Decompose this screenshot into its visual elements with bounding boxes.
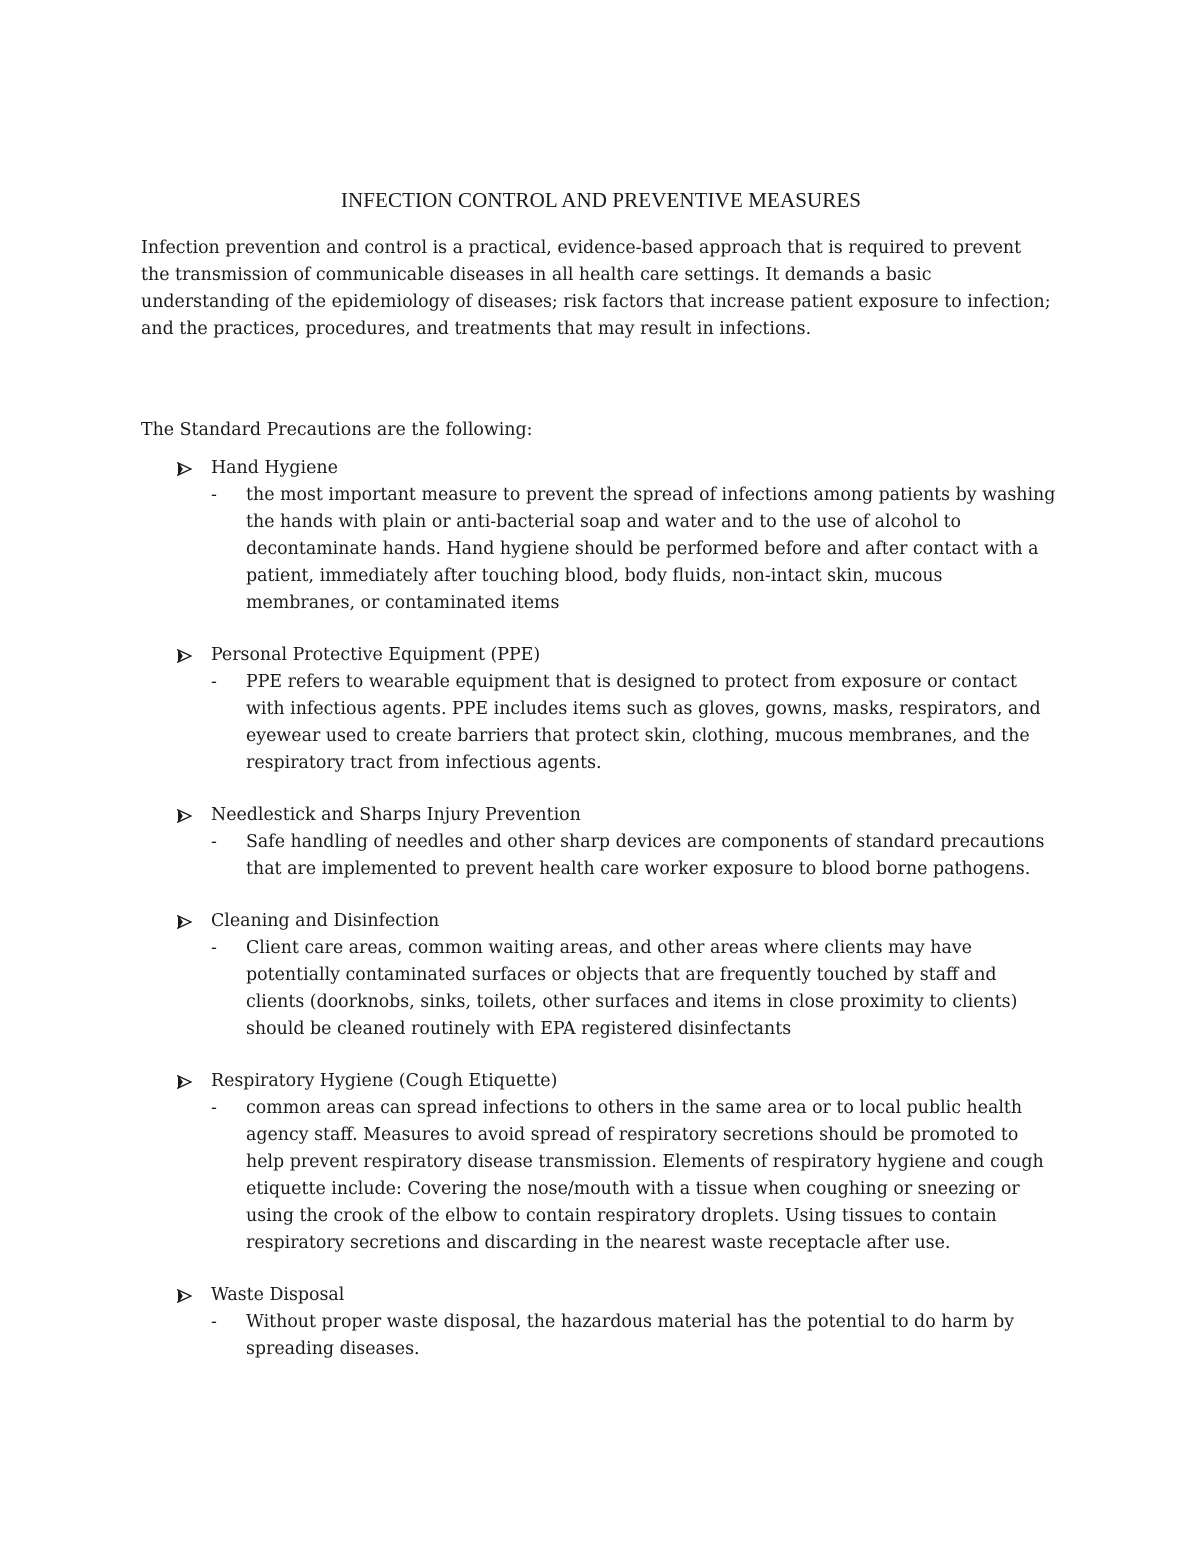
list-item xyxy=(141,455,1061,617)
item-heading: Respiratory Hygiene (Cough Etiquette) xyxy=(211,1071,558,1091)
arrow-bullet-icon xyxy=(177,1072,211,1086)
list-item xyxy=(141,1068,1061,1257)
arrow-bullet-icon xyxy=(177,806,211,820)
list-item xyxy=(141,908,1061,1043)
item-heading: Waste Disposal xyxy=(211,1285,345,1305)
item-heading: Hand Hygiene xyxy=(211,458,338,478)
list-item xyxy=(141,1282,1061,1363)
arrow-bullet-icon xyxy=(177,1286,211,1300)
item-description: PPE refers to wearable equipment that is designed to protect from exposure or contact with infectious agents. PPE includes items such as gloves, gowns, masks, respirators, and eyewear used to create barriers that protect skin, clothing, mucous membranes, and the respiratory tract from infectious agents. xyxy=(246,672,1041,773)
item-description: common areas can spread infections to others in the same area or to local public health agency staff. Measures to avoid spread of respiratory secretions should be promoted to help prevent respiratory disease transmission. Elements of respiratory hygiene and cough etiquette include: Covering the nose/mouth with a tissue when coughing or sneezing or using the crook of the elbow to contain respiratory droplets. Using tissues to contain respiratory secretions and discarding in the nearest waste receptacle after use. xyxy=(246,1098,1044,1253)
dash-bullet: - xyxy=(211,1098,217,1118)
list-item xyxy=(141,802,1061,883)
document-page xyxy=(141,186,1061,1388)
item-heading: Needlestick and Sharps Injury Prevention xyxy=(211,805,581,825)
dash-bullet: - xyxy=(211,832,217,852)
dash-bullet: - xyxy=(211,938,217,958)
item-heading: Personal Protective Equipment (PPE) xyxy=(211,645,541,665)
intro-paragraph: Infection prevention and control is a practical, evidence-based approach that is required to prevent the transmission of communicable diseases in all health care settings. It demands a basic understanding of the epidemiology of diseases; risk factors that increase patient exposure to infection; and the practices, procedures, and treatments that may result in infections. xyxy=(141,238,1051,339)
item-description: the most important measure to prevent the spread of infections among patients by washing the hands with plain or anti-bacterial soap and water and to the use of alcohol to decontaminate hands. Hand hygiene should be performed before and after contact with a patient, immediately after touching blood, body fluids, non-intact skin, mucous membranes, or contaminated items xyxy=(246,485,1056,613)
dash-bullet: - xyxy=(211,485,217,505)
item-description: Client care areas, common waiting areas, and other areas where clients may have potentially contaminated surfaces or objects that are frequently touched by staff and clients (doorknobs, sinks, toilets, other surfaces and items in close proximity to clients) should be cleaned routinely with EPA registered disinfectants xyxy=(246,938,1018,1039)
arrow-bullet-icon xyxy=(177,912,211,926)
arrow-bullet-icon xyxy=(177,646,211,660)
list-item xyxy=(141,642,1061,777)
dash-bullet: - xyxy=(211,672,217,692)
item-heading: Cleaning and Disinfection xyxy=(211,911,440,931)
document-title: INFECTION CONTROL AND PREVENTIVE MEASURES xyxy=(340,188,862,212)
precautions-lead: The Standard Precautions are the following: xyxy=(141,420,533,440)
item-description: Safe handling of needles and other sharp devices are components of standard precautions that are implemented to prevent health care worker exposure to blood borne pathogens. xyxy=(246,832,1045,879)
dash-bullet: - xyxy=(211,1312,217,1332)
item-description: Without proper waste disposal, the hazardous material has the potential to do harm by spreading diseases. xyxy=(246,1312,1015,1359)
arrow-bullet-icon xyxy=(177,459,211,473)
precautions-list xyxy=(141,455,1061,1363)
